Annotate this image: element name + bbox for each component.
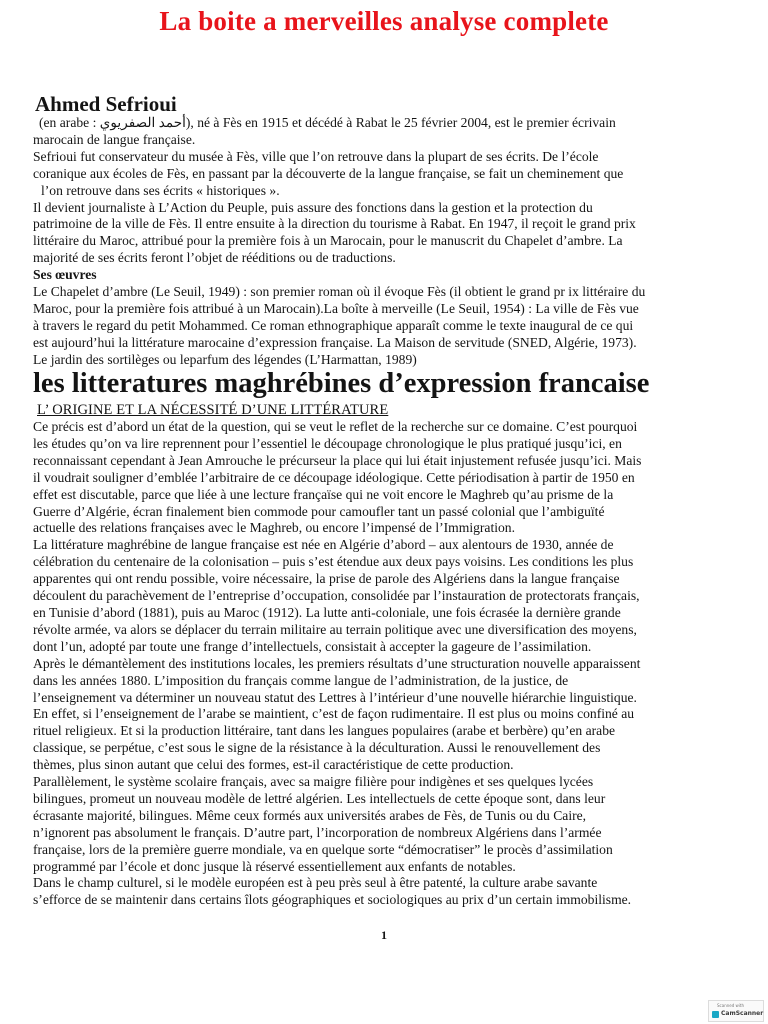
page-title: La boite a merveilles analyse complete <box>159 6 609 36</box>
camscanner-watermark <box>708 1000 764 1022</box>
body-line: Après le démantèlement des institutions locales, les premiers résultats d’une structuration nouvelle apparaissent <box>33 655 641 671</box>
body-line: apparentes qui ont rendu possible, voire nécessaire, la prise de parole des Algériens dans la langue française <box>33 571 620 587</box>
works-line: Le Chapelet d’ambre (Le Seuil, 1949) : son premier roman où il évoque Fès (il obtient le grand pr ix littéraire du <box>33 284 646 300</box>
body-line: bilingues, promeut un nouveau modèle de lettré algérien. Les intellectuels de cette époque sont, dans leur <box>33 790 606 806</box>
bio-line: coranique aux écoles de Fès, en passant par la découverte de la langue française, se fait un cheminement que <box>33 165 624 181</box>
body-line: Ce précis est d’abord un état de la question, qui se veut le reflet de la recherche sur ce domaine. C’est pourquoi <box>33 419 638 434</box>
body-line: il voudrait souligner d’emblée l’arbitraire de ce découpage idéologique. Cette périodisation à partir de 1950 en <box>33 469 635 485</box>
body-line: reconnaissant cependant à Jean Amrouche le précurseur la place qui lui était injustement refusée jusqu’ici. Mais <box>33 452 642 468</box>
body-line: célébration du centenaire de la colonisation – puis s’est étendue aux deux pays voisins. Les conditions les plus <box>33 554 634 570</box>
works-label: Ses œuvres <box>33 267 97 283</box>
works-line: à travers le regard du petit Mohammed. Ce roman ethnographique apparaît comme le texte inaugural de ce qui <box>33 317 634 333</box>
works-line: Le jardin des sortilèges ou leparfum des légendes (L’Harmattan, 1989) <box>33 351 417 367</box>
body-line: l’enseignement va déterminer un nouveau statut des Lettres à l’intérieur d’une nouvelle hiérarchie linguistique. <box>33 689 637 705</box>
body-line: les études qu’on va lire reprennent pour l’essentiel le découpage chronologique le plus pratiqué jusqu’ici, en <box>33 435 622 451</box>
body-line: La littérature maghrébine de langue française est née en Algérie d’abord – aux alentours de 1930, année de <box>33 537 614 553</box>
watermark-caption: Scanned with <box>717 1003 745 1008</box>
watermark-brand: CamScanner <box>721 1010 764 1017</box>
author-heading: Ahmed Sefrioui <box>35 92 177 116</box>
section-body <box>33 419 745 909</box>
body-line: Parallèlement, le système scolaire français, avec sa maigre filière pour indigènes et ses quelques lycées <box>33 774 594 790</box>
section-heading: les litteratures maghrébines d’expression francaise <box>33 368 650 399</box>
body-line: dont l’un, adopté par toute une frange d’intellectuels, consistait à accepter la gageure de l’assimilation. <box>33 638 592 654</box>
body-line: classique, se perpétue, c’est sous le signe de la résistance à la déculturation. Aussi le renouvellement des <box>33 740 601 756</box>
body-line: française, lors de la première guerre mondiale, va en quelque sorte “démocratiser” le procès d’assimilation <box>33 841 613 857</box>
body-line: En effet, si l’enseignement de l’arabe se maintient, c’est de façon rudimentaire. Il est plus ou moins confiné au <box>33 706 635 722</box>
body-line: en Tunisie d’abord (1881), puis au Maroc (1912). La lutte anti-coloniale, une fois écrasée la dernière grande <box>33 604 621 620</box>
camscanner-logo-icon <box>712 1011 719 1018</box>
bio-line: l’on retrouve dans ses écrits « historiques ». <box>41 182 280 198</box>
body-line: thèmes, plus sinon autant que celui des formes, est-il caractéristique de cette production. <box>33 757 514 773</box>
section-subheading: L’ ORIGINE ET LA NÉCESSITÉ D’UNE LITTÉRATURE <box>37 402 389 418</box>
works-line: Maroc, pour la première fois attribué à un Marocain).La boîte à merveille (Le Seuil, 1954) : La ville de Fès vue <box>33 300 639 316</box>
body-line: écrasante majorité, bilingues. Même ceux formés aux universités arabes de Fès, de Tunis ou du Caire, <box>33 807 587 823</box>
body-line: dans les années 1880. L’imposition du français comme langue de l’administration, de la justice, de <box>33 672 569 688</box>
body-line: s’efforce de se maintenir dans certains îlots géographiques et sociologiques au prix d’un certain immobilisme. <box>33 892 632 908</box>
body-line: rituel religieux. Et si la production littéraire, tant dans les langues populaires (arabe et berbère) qu’en arabe <box>33 723 616 739</box>
body-line: actuelle des relations françaises avec le Maghreb, ou encore l’impensé de l’Immigration. <box>33 520 516 536</box>
body-line: Guerre d’Algérie, écran finalement bien commode pour camoufler tant un passé colonial que l’ambiguïté <box>33 503 605 519</box>
bio-line: Sefrioui fut conservateur du musée à Fès, ville que l’on retrouve dans la plupart de ses écrits. De l’école <box>33 148 599 164</box>
works-line: est aujourd’hui la littérature marocaine d’expression française. La Maison de servitude (SNED, Algérie, 1973). <box>33 334 637 350</box>
bio-line: patrimoine de la ville de Fès. Il entre ensuite à la direction du tourisme à Rabat. En 1947, il reçoit le grand prix <box>33 216 636 232</box>
body-line: effet est discutable, parce que liée à une lecture françaïse qui ne voit encore le Maghreb qu’au prisme de la <box>33 486 614 502</box>
body-line: n’ignorent pas absolument le français. D’autre part, l’incorporation de nombreux Algériens dans l’armée <box>33 824 602 840</box>
bio-line: Il devient journaliste à L’Action du Peuple, puis assure des fonctions dans la gestion et la protection du <box>33 199 593 215</box>
author-biography <box>33 115 745 369</box>
body-line: découlent du parachèvement de l’entreprise d’occupation, consolidée par l’instauration de protectorats français, <box>33 588 640 604</box>
bio-line: majorité de ses écrits feront l’objet de rééditions ou de traductions. <box>33 250 396 266</box>
body-line: révolte armée, va alors se déplacer du terrain militaire au terrain politique avec une diversification des moyens, <box>33 621 637 637</box>
bio-line: marocain de langue française. <box>33 131 196 147</box>
bio-line: littéraire du Maroc, attribué pour la première fois à un Marocain, pour le manuscrit du Chapelet d’ambre. La <box>33 233 623 249</box>
body-line: Dans le champ culturel, si le modèle européen est à peu près seul à être patenté, la culture arabe savante <box>33 875 598 891</box>
body-line: programmé par l’école et donc jusque là réservé essentiellement aux enfants de notables. <box>33 858 516 874</box>
bio-line: (en arabe : أحمد الصفريوي), né à Fès en 1915 et décédé à Rabat le 25 février 2004, est le premier écrivain <box>39 115 616 130</box>
page-number: 1 <box>381 928 387 942</box>
